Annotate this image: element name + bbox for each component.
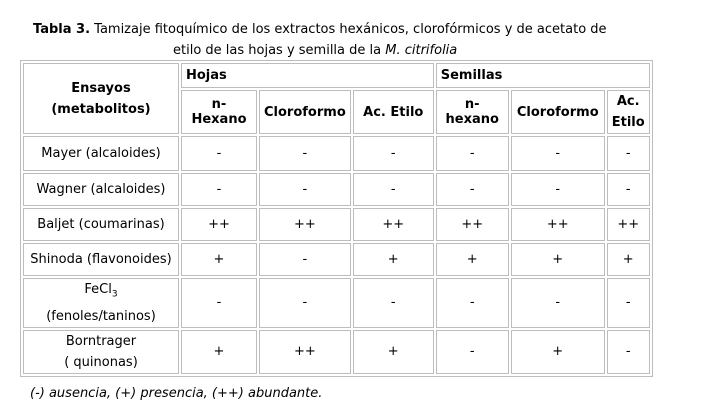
header-ensayos [23,63,179,134]
header-ensayos-line2: (metabolitos) [51,101,151,117]
row-label-line1 [28,279,174,306]
caption-species: M. citrifolia [385,43,458,58]
table-cell: - [259,243,351,276]
fecl-base: FeCl [84,282,112,297]
screening-table [20,60,653,377]
table-row [23,208,650,241]
row-label [23,330,179,374]
table-row [23,173,650,206]
row-label-line2: ( quinonas) [64,354,138,370]
header-row-groups [23,63,650,88]
table-cell: ++ [259,208,351,241]
table-cell: - [607,173,650,206]
row-label-line1: Borntrager [65,333,137,349]
table-cell: - [511,278,605,328]
table-cell: - [353,136,434,171]
table-cell: - [259,173,351,206]
caption-line2: etilo de las hojas y semilla de la [173,43,382,58]
table-cell: + [607,243,650,276]
table-cell: ++ [353,208,434,241]
header-col-5: Cloroformo [511,90,605,134]
header-col-6 [607,90,650,134]
table-cell: ++ [511,208,605,241]
table-row [23,330,650,374]
table-footnote: (-) ausencia, (+) presencia, (++) abundante. [30,386,323,401]
table-cell: - [607,330,650,374]
table-caption [33,19,713,61]
table-cell: - [436,173,509,206]
row-label: Mayer (alcaloides) [23,136,179,171]
table-cell: + [181,243,257,276]
row-label: Wagner (alcaloides) [23,173,179,206]
table-cell: - [511,173,605,206]
table-cell: - [181,173,257,206]
table-cell: - [436,278,509,328]
table-cell: ++ [181,208,257,241]
row-label: Shinoda (flavonoides) [23,243,179,276]
table-cell: - [259,136,351,171]
header-col-2: Cloroformo [259,90,351,134]
table-cell: - [436,330,509,374]
table-cell: ++ [259,330,351,374]
header-col-4: n-hexano [436,90,509,134]
table-cell: - [511,136,605,171]
header-ensayos-line1: Ensayos [71,80,131,96]
caption-label: Tabla 3. [33,22,91,37]
table-cell: - [259,278,351,328]
row-label: Baljet (coumarinas) [23,208,179,241]
caption-line1: Tamizaje fitoquímico de los extractos hexánicos, clorofórmicos y de acetato de [94,22,607,37]
header-col-3: Ac. Etilo [353,90,434,134]
fecl-subscript: 3 [111,289,118,300]
header-col-6-line2: Etilo [611,115,645,130]
table-row [23,136,650,171]
table-cell: + [511,243,605,276]
row-label [23,278,179,328]
table-cell: - [436,136,509,171]
table-cell: ++ [436,208,509,241]
table-cell: - [607,136,650,171]
table-cell: + [353,330,434,374]
header-group-hojas: Hojas [181,63,434,88]
table-cell: + [181,330,257,374]
table-cell: - [353,278,434,328]
table-row [23,278,650,328]
header-col-1: n-Hexano [181,90,257,134]
table-cell: + [353,243,434,276]
table-cell: + [436,243,509,276]
table-cell: - [607,278,650,328]
header-group-semillas: Semillas [436,63,650,88]
header-col-6-line1: Ac. [616,94,640,109]
table-cell: + [511,330,605,374]
table-cell: ++ [607,208,650,241]
row-label-line2: (fenoles/taninos) [46,308,156,324]
table-row [23,243,650,276]
table-cell: - [181,136,257,171]
table-cell: - [353,173,434,206]
table-cell: - [181,278,257,328]
